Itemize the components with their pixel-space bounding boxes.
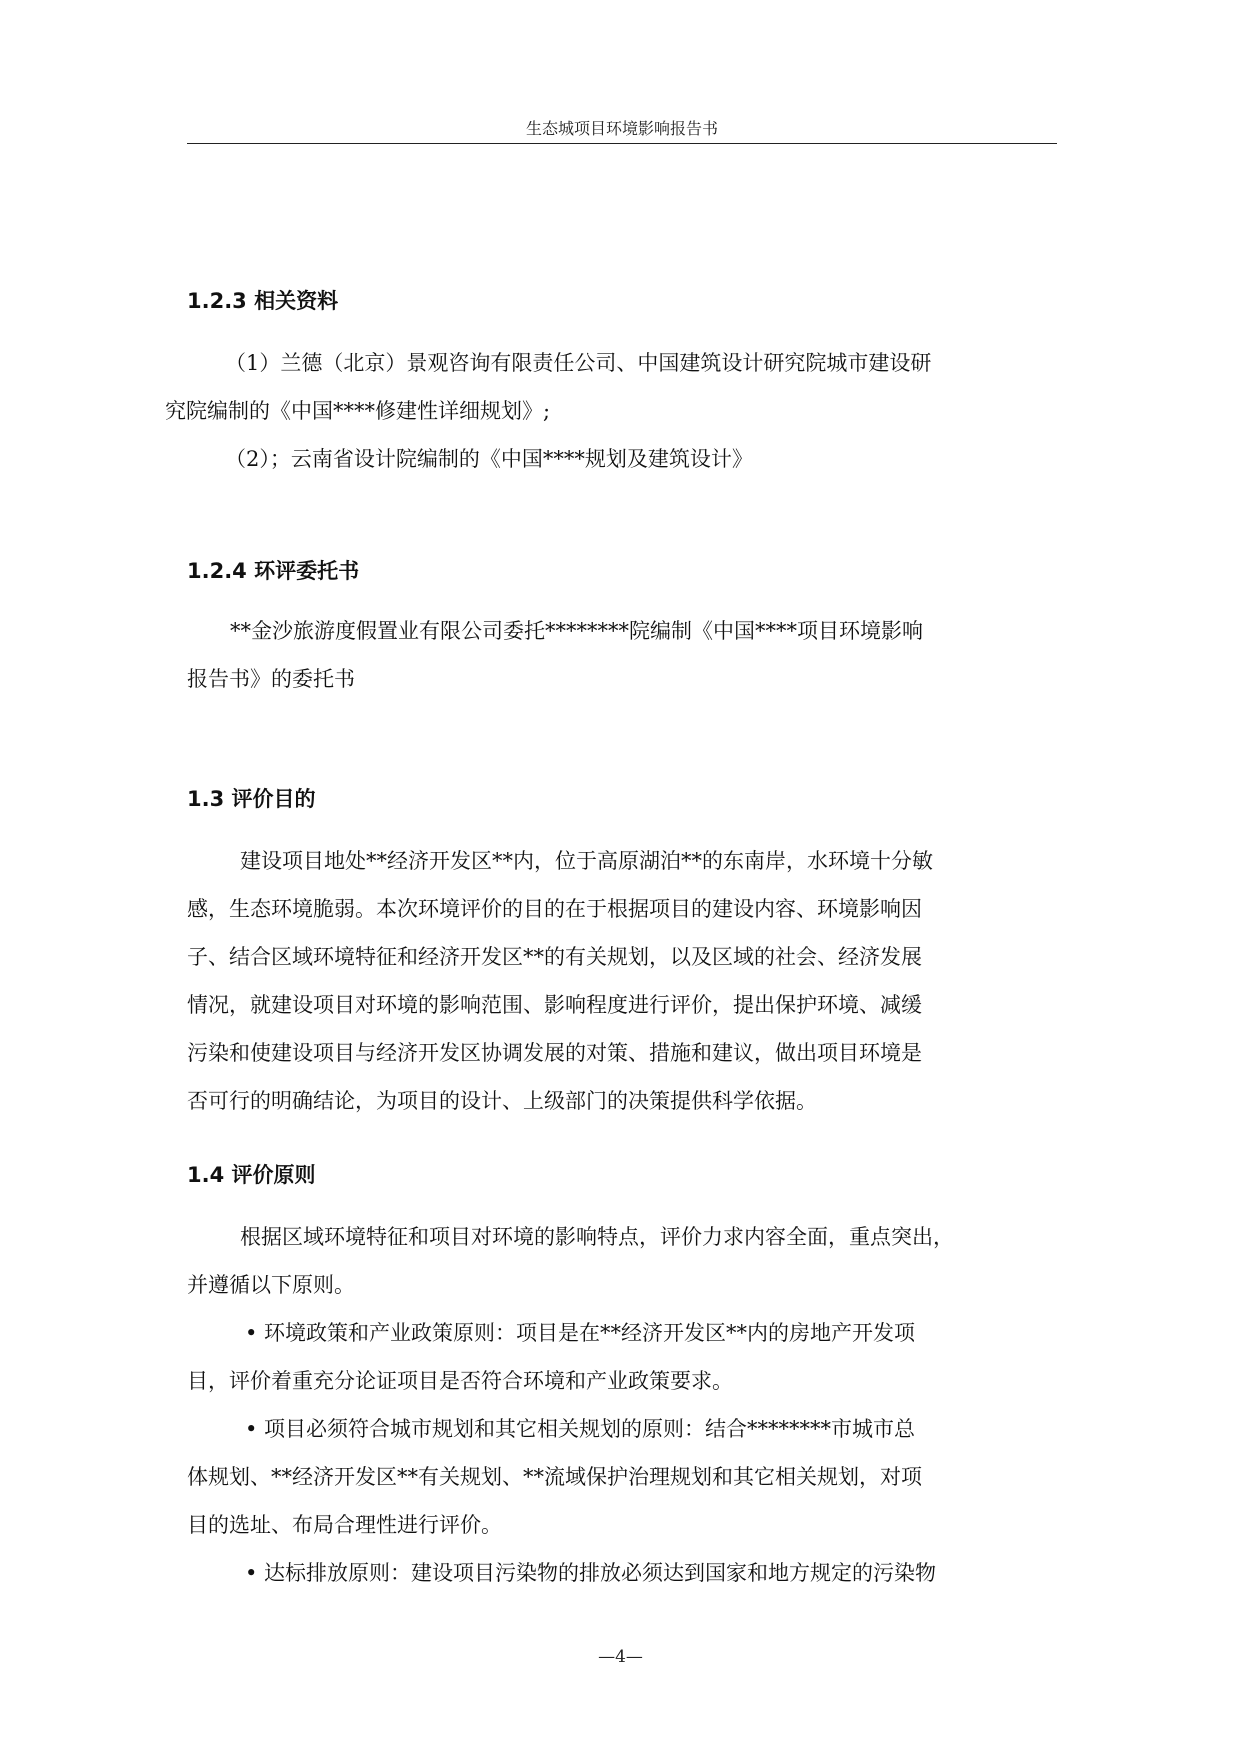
paragraph-line: 究院编制的《中国****修建性详细规划》;	[165, 399, 551, 423]
paragraph-line: 体规划、**经济开发区**有关规划、**流域保护治理规划和其它相关规划，对项	[187, 1465, 922, 1489]
paragraph-line: 报告书》的委托书	[187, 667, 355, 691]
bullet-line: • 环境政策和产业政策原则：项目是在**经济开发区**内的房地产开发项	[245, 1321, 916, 1345]
paragraph-line: 否可行的明确结论，为项目的设计、上级部门的决策提供科学依据。	[187, 1089, 817, 1113]
paragraph-line: 污染和使建设项目与经济开发区协调发展的对策、措施和建议，做出项目环境是	[187, 1041, 922, 1065]
paragraph-line: 并遵循以下原则。	[187, 1273, 355, 1297]
paragraph-line: （2）；云南省设计院编制的《中国****规划及建筑设计》	[225, 447, 753, 471]
paragraph-line: **金沙旅游度假置业有限公司委托********院编制《中国****项目环境影响	[230, 619, 923, 643]
paragraph-line: （1）兰德（北京）景观咨询有限责任公司、中国建筑设计研究院城市建设研	[225, 351, 932, 375]
paragraph-line: 目的选址、布局合理性进行评价。	[187, 1513, 502, 1537]
bullet-line: • 达标排放原则：建设项目污染物的排放必须达到国家和地方规定的污染物	[245, 1561, 937, 1585]
heading-1-2-3: 1.2.3 相关资料	[187, 289, 339, 313]
heading-1-3: 1.3 评价目的	[187, 787, 316, 811]
paragraph-line: 感，生态环境脆弱。本次环境评价的目的在于根据项目的建设内容、环境影响因	[187, 897, 922, 921]
running-header-title: 生态城项目环境影响报告书	[525, 119, 718, 138]
paragraph-line: 子、结合区域环境特征和经济开发区**的有关规划，以及区域的社会、经济发展	[187, 945, 922, 969]
page-number: —4—	[598, 1647, 643, 1667]
heading-1-4: 1.4 评价原则	[187, 1163, 316, 1187]
paragraph-line: 建设项目地处**经济开发区**内，位于高原湖泊**的东南岸，水环境十分敏	[240, 849, 933, 873]
paragraph-line: 根据区域环境特征和项目对环境的影响特点，评价力求内容全面，重点突出，	[240, 1225, 954, 1249]
header-divider	[187, 143, 1057, 144]
paragraph-line: 情况，就建设项目对环境的影响范围、影响程度进行评价，提出保护环境、减缓	[187, 993, 922, 1017]
paragraph-line: 目，评价着重充分论证项目是否符合环境和产业政策要求。	[187, 1369, 733, 1393]
bullet-line: • 项目必须符合城市规划和其它相关规划的原则：结合********市城市总	[245, 1417, 916, 1441]
heading-1-2-4: 1.2.4 环评委托书	[187, 559, 360, 583]
